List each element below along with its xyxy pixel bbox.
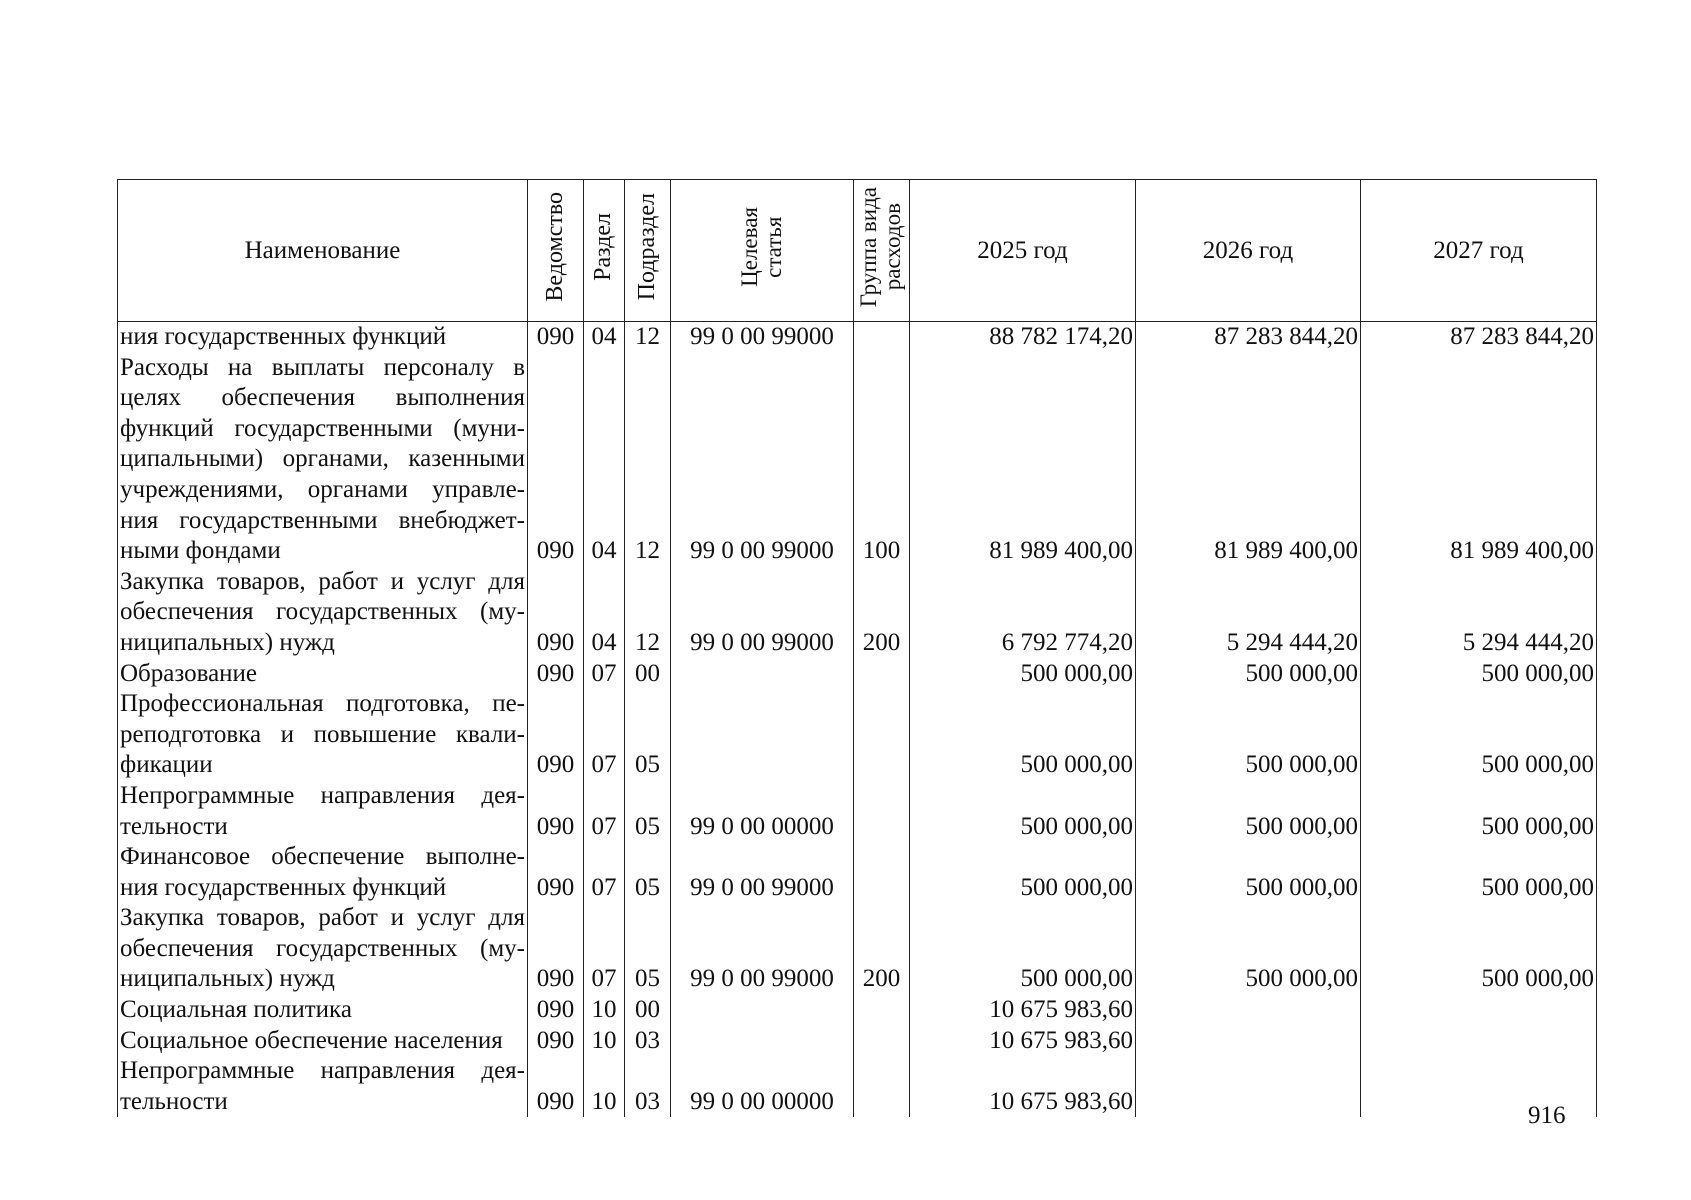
table-row <box>118 842 1597 903</box>
row-name: Социальное обеспечение населения <box>118 1026 528 1057</box>
row-podrazdel: 00 <box>625 995 671 1026</box>
row-amount-2026: 500 000,00 <box>1136 842 1361 903</box>
row-amount-2025: 10 675 983,60 <box>910 1026 1136 1057</box>
row-celevaya-statya: 99 0 00 99000 <box>671 842 854 903</box>
table-row <box>118 903 1597 995</box>
row-amount-2025: 6 792 774,20 <box>910 567 1136 659</box>
row-amount-2025: 500 000,00 <box>910 781 1136 842</box>
row-razdel: 10 <box>584 1056 625 1117</box>
row-vedomstvo: 090 <box>528 567 584 659</box>
row-vedomstvo: 090 <box>528 903 584 995</box>
header-podrazdel: Подраздел <box>625 180 671 322</box>
row-gruppa-vida <box>854 689 910 781</box>
table-row <box>118 689 1597 781</box>
row-amount-2025: 500 000,00 <box>910 659 1136 690</box>
row-podrazdel: 05 <box>625 781 671 842</box>
row-celevaya-statya: 99 0 00 00000 <box>671 1056 854 1117</box>
budget-table <box>117 179 1597 1117</box>
row-podrazdel: 05 <box>625 842 671 903</box>
row-amount-2025: 500 000,00 <box>910 689 1136 781</box>
row-gruppa-vida <box>854 781 910 842</box>
row-gruppa-vida <box>854 322 910 353</box>
row-amount-2027: 87 283 844,20 <box>1361 322 1597 353</box>
row-amount-2027: 500 000,00 <box>1361 781 1597 842</box>
row-name: Расходы на выплаты персоналу в целях обеспечения выполнения функций государственными (муни-ципальными) органами, казенными учреждениями, органами управле-ния государственными внебюджет-ными фондами <box>118 353 528 567</box>
row-amount-2027: 500 000,00 <box>1361 659 1597 690</box>
row-name: Профессиональная подготовка, пе-реподготовка и повышение квали-фикации <box>118 689 528 781</box>
row-amount-2025: 10 675 983,60 <box>910 995 1136 1026</box>
row-gruppa-vida <box>854 995 910 1026</box>
row-amount-2026: 500 000,00 <box>1136 781 1361 842</box>
row-celevaya-statya <box>671 1026 854 1057</box>
row-amount-2027: 500 000,00 <box>1361 903 1597 995</box>
row-razdel: 07 <box>584 781 625 842</box>
row-amount-2025: 88 782 174,20 <box>910 322 1136 353</box>
row-celevaya-statya <box>671 659 854 690</box>
header-vedomstvo: Ведомство <box>528 180 584 322</box>
row-name: Закупка товаров, работ и услуг для обеспечения государственных (му-ниципальных) нужд <box>118 903 528 995</box>
row-vedomstvo: 090 <box>528 1026 584 1057</box>
row-razdel: 10 <box>584 1026 625 1057</box>
row-podrazdel: 12 <box>625 353 671 567</box>
page-number: 916 <box>1528 1102 1566 1129</box>
row-razdel: 07 <box>584 842 625 903</box>
table-row <box>118 781 1597 842</box>
row-vedomstvo: 090 <box>528 842 584 903</box>
row-amount-2026: 500 000,00 <box>1136 659 1361 690</box>
header-year-2025: 2025 год <box>910 180 1136 322</box>
row-name: ния государственных функций <box>118 322 528 353</box>
table-row <box>118 567 1597 659</box>
row-celevaya-statya: 99 0 00 99000 <box>671 567 854 659</box>
header-celevaya-statya: Целевая статья <box>671 180 854 322</box>
row-name: Непрограммные направления дея-тельности <box>118 1056 528 1117</box>
row-vedomstvo: 090 <box>528 781 584 842</box>
row-amount-2027 <box>1361 995 1597 1026</box>
header-year-2026: 2026 год <box>1136 180 1361 322</box>
header-name: Наименование <box>118 180 528 322</box>
row-podrazdel: 03 <box>625 1026 671 1057</box>
table-row <box>118 1026 1597 1057</box>
row-podrazdel: 05 <box>625 689 671 781</box>
row-podrazdel: 03 <box>625 1056 671 1117</box>
row-vedomstvo: 090 <box>528 659 584 690</box>
row-amount-2025: 500 000,00 <box>910 903 1136 995</box>
row-celevaya-statya: 99 0 00 99000 <box>671 353 854 567</box>
row-celevaya-statya: 99 0 00 99000 <box>671 322 854 353</box>
row-gruppa-vida <box>854 659 910 690</box>
row-podrazdel: 12 <box>625 567 671 659</box>
row-razdel: 07 <box>584 689 625 781</box>
row-razdel: 07 <box>584 903 625 995</box>
row-name: Непрограммные направления дея-тельности <box>118 781 528 842</box>
row-celevaya-statya: 99 0 00 00000 <box>671 781 854 842</box>
row-celevaya-statya: 99 0 00 99000 <box>671 903 854 995</box>
row-gruppa-vida <box>854 842 910 903</box>
row-gruppa-vida: 100 <box>854 353 910 567</box>
table-row <box>118 1056 1597 1117</box>
row-amount-2026 <box>1136 995 1361 1026</box>
table-row <box>118 659 1597 690</box>
row-razdel: 04 <box>584 353 625 567</box>
row-name: Закупка товаров, работ и услуг для обеспечения государственных (му-ниципальных) нужд <box>118 567 528 659</box>
row-amount-2026: 87 283 844,20 <box>1136 322 1361 353</box>
header-razdel: Раздел <box>584 180 625 322</box>
row-razdel: 10 <box>584 995 625 1026</box>
row-vedomstvo: 090 <box>528 1056 584 1117</box>
row-vedomstvo: 090 <box>528 689 584 781</box>
row-amount-2026 <box>1136 1026 1361 1057</box>
row-podrazdel: 00 <box>625 659 671 690</box>
row-amount-2025: 500 000,00 <box>910 842 1136 903</box>
row-podrazdel: 05 <box>625 903 671 995</box>
row-gruppa-vida: 200 <box>854 903 910 995</box>
row-amount-2026: 500 000,00 <box>1136 689 1361 781</box>
row-amount-2025: 81 989 400,00 <box>910 353 1136 567</box>
row-amount-2026 <box>1136 1056 1361 1117</box>
row-celevaya-statya <box>671 689 854 781</box>
row-amount-2026: 500 000,00 <box>1136 903 1361 995</box>
row-vedomstvo: 090 <box>528 995 584 1026</box>
row-amount-2026: 5 294 444,20 <box>1136 567 1361 659</box>
row-podrazdel: 12 <box>625 322 671 353</box>
row-gruppa-vida <box>854 1056 910 1117</box>
row-amount-2027: 500 000,00 <box>1361 689 1597 781</box>
row-name: Социальная политика <box>118 995 528 1026</box>
header-gruppa-vida-rashodov: Группа вида расходов <box>854 180 910 322</box>
table-row <box>118 995 1597 1026</box>
row-gruppa-vida <box>854 1026 910 1057</box>
row-razdel: 04 <box>584 567 625 659</box>
row-razdel: 07 <box>584 659 625 690</box>
table-header-row <box>118 180 1597 322</box>
row-vedomstvo: 090 <box>528 322 584 353</box>
row-gruppa-vida: 200 <box>854 567 910 659</box>
row-amount-2027 <box>1361 1026 1597 1057</box>
table-row <box>118 353 1597 567</box>
table-row <box>118 322 1597 353</box>
row-amount-2026: 81 989 400,00 <box>1136 353 1361 567</box>
row-name: Образование <box>118 659 528 690</box>
header-year-2027: 2027 год <box>1361 180 1597 322</box>
row-vedomstvo: 090 <box>528 353 584 567</box>
row-amount-2027: 81 989 400,00 <box>1361 353 1597 567</box>
row-celevaya-statya <box>671 995 854 1026</box>
row-amount-2025: 10 675 983,60 <box>910 1056 1136 1117</box>
row-name: Финансовое обеспечение выполне-ния государственных функций <box>118 842 528 903</box>
row-amount-2027: 5 294 444,20 <box>1361 567 1597 659</box>
row-razdel: 04 <box>584 322 625 353</box>
row-amount-2027: 500 000,00 <box>1361 842 1597 903</box>
